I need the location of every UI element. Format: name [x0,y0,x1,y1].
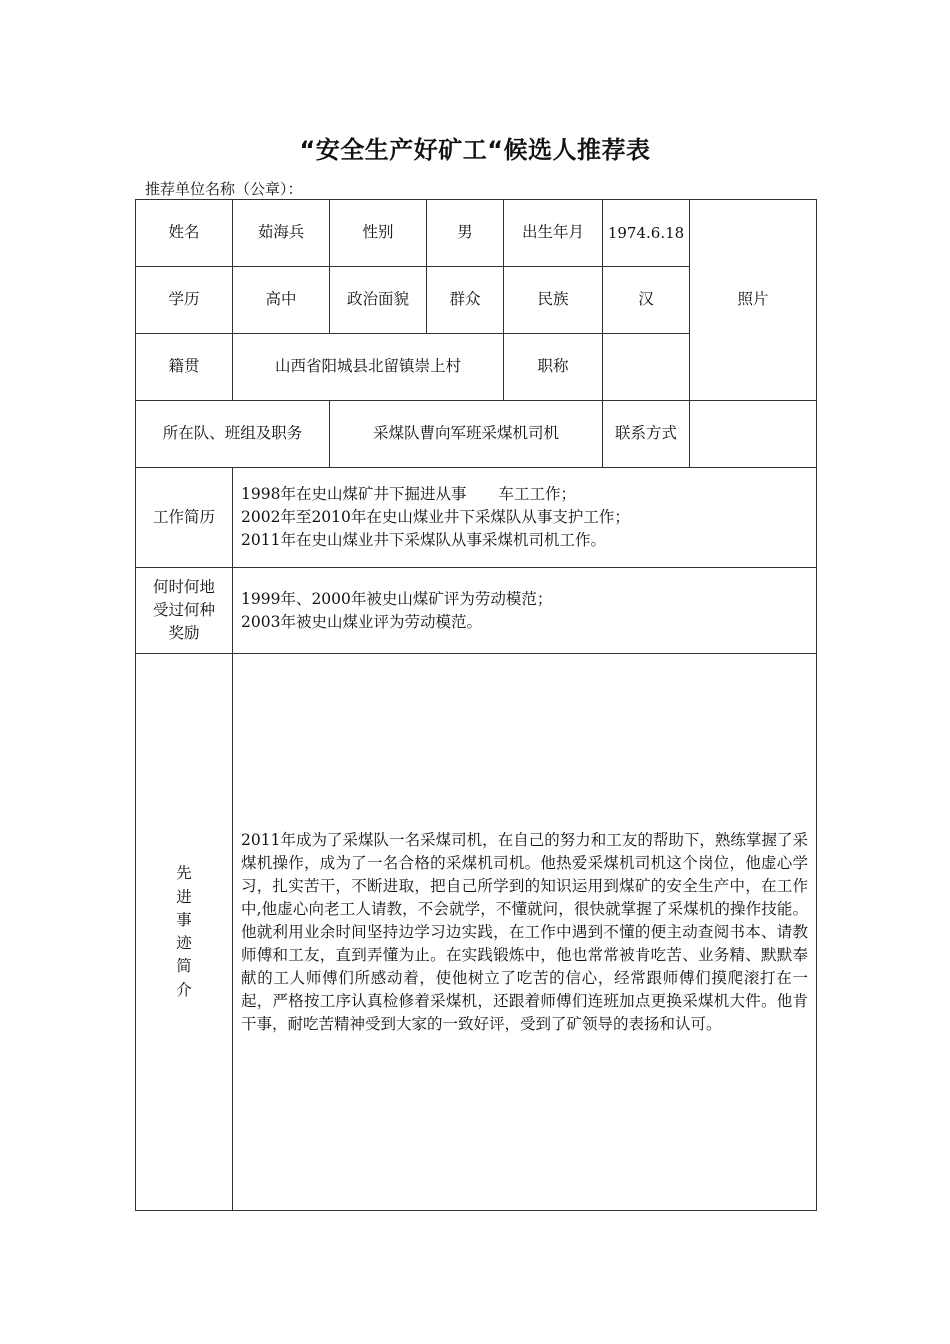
row-team-info [136,401,817,468]
work-history-line-1 [241,483,808,506]
awards-label-line-3: 奖励 [168,624,200,642]
contact-value [690,401,817,468]
gender-value: 男 [427,200,504,267]
professional-title-value [603,334,690,401]
work-history-line-1-part-2: 车工工作； [498,485,576,503]
work-history-label: 工作简历 [136,468,233,568]
candidate-form-table [135,199,817,1211]
name-value: 茹海兵 [233,200,330,267]
deeds-label-char-4: 迹 [176,934,192,952]
birth-label: 出生年月 [504,200,603,267]
deeds-label-char-2: 进 [176,887,192,906]
row-work-history [136,468,817,568]
awards-line-2: 2003年被史山煤业评为劳动模范。 [241,612,482,631]
education-label: 学历 [136,267,233,334]
team-label: 所在队、班组及职务 [136,401,330,468]
row-deeds [136,654,817,1211]
name-label: 姓名 [136,200,233,267]
awards-label [136,568,233,654]
row-awards [136,568,817,654]
work-history-line-3: 2011年在史山煤业井下采煤队从事采煤机司机工作。 [241,531,606,549]
team-value: 采煤队曹向军班采煤机司机 [330,401,603,468]
ethnic-value: 汉 [603,267,690,334]
deeds-label-char-5: 简 [176,957,192,976]
recommending-unit-label: 推荐单位名称（公章）： [145,180,303,198]
gender-label: 性别 [330,200,427,267]
work-history-line-1-part-1: 1998年在史山煤矿井下掘进从事 [241,485,467,503]
deeds-label-char-6: 介 [176,980,192,999]
row-basic-info-1 [136,200,817,267]
awards-label-line-2: 受过何种 [152,601,215,619]
education-value: 高中 [233,267,330,334]
work-history-content [233,468,817,568]
page-title: “安全生产好矿工“候选人推荐表 [299,136,651,164]
contact-label: 联系方式 [603,401,690,468]
deeds-label-char-3: 事 [176,910,192,929]
deeds-label-char-1: 先 [176,864,192,883]
native-place-value: 山西省阳城县北留镇崇上村 [233,334,504,401]
photo-cell: 照片 [690,200,817,401]
work-history-line-2: 2002年至2010年在史山煤业井下采煤队从事支护工作； [241,508,630,526]
politics-label: 政治面貌 [330,267,427,334]
politics-value: 群众 [427,267,504,334]
awards-line-1: 1999年、2000年被史山煤矿评为劳动模范； [241,589,553,608]
ethnic-label: 民族 [504,267,603,334]
birth-value: 1974.6.18 [603,200,690,267]
professional-title-label: 职称 [504,334,603,401]
native-place-label: 籍贯 [136,334,233,401]
deeds-label [136,654,233,1211]
awards-label-line-1: 何时何地 [152,578,215,596]
awards-content [233,568,817,654]
deeds-content: 2011年成为了采煤队一名采煤司机，在自己的努力和工友的帮助下，熟练掌握了采煤机操作，成为了一名合格的采煤机司机。他热爱采煤机司机这个岗位，他虚心学习，扎实苦干，不断进取，把自己所学到的知识运用到煤矿的安全生产中，在工作中,他虚心向老工人请教，不会就学，不懂就问，很快就掌握了采煤机的操作技能。他就利用业余时间坚持边学习边实践，在工作中遇到不懂的便主动查阅书本、请教师傅和工友，直到弄懂为止。在实践锻炼中，他也常常被肯吃苦、业务精、默默奉献的工人师傅们所感动着，使他树立了吃苦的信心，经常跟师傅们摸爬滚打在一起，严格按工序认真检修着采煤机，还跟着师傅们连班加点更换采煤机大件。他肯干事，耐吃苦精神受到大家的一致好评，受到了矿领导的表扬和认可。 [233,654,817,1211]
